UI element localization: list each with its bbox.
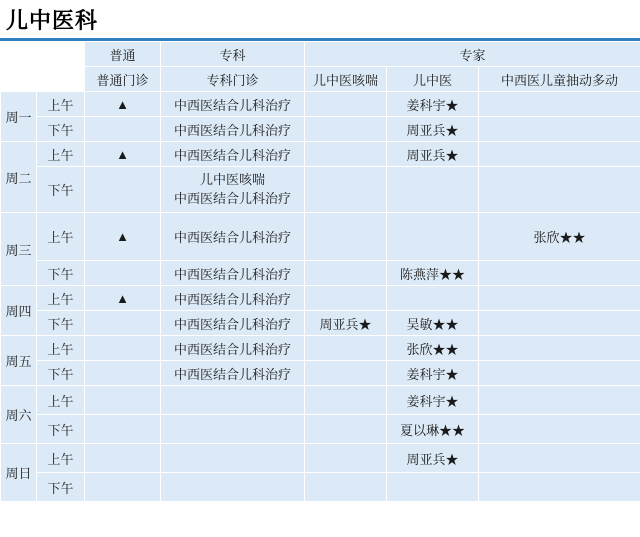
slot-label: 上午 — [37, 286, 85, 311]
schedule-cell: 姜科宇★ — [387, 386, 479, 415]
table-row — [1, 415, 640, 444]
group-header-zhuanjia: 专家 — [305, 42, 640, 67]
schedule-cell-empty — [85, 311, 161, 336]
schedule-cell-empty — [479, 415, 640, 444]
table-row — [1, 142, 640, 167]
schedule-cell-empty — [387, 167, 479, 213]
group-header-zhuanke: 专科 — [161, 42, 305, 67]
table-row — [1, 286, 640, 311]
schedule-cell-empty — [161, 444, 305, 473]
slot-label: 上午 — [37, 142, 85, 167]
schedule-cell: 中西医结合儿科治疗 — [161, 92, 305, 117]
schedule-cell-empty — [479, 473, 640, 502]
table-row — [1, 473, 640, 502]
day-label: 周一 — [1, 92, 37, 142]
schedule-cell: 张欣★★ — [387, 336, 479, 361]
schedule-cell-empty — [479, 92, 640, 117]
schedule-cell: ▲ — [85, 142, 161, 167]
schedule-cell: ▲ — [85, 286, 161, 311]
schedule-cell-empty — [85, 336, 161, 361]
schedule-cell: 张欣★★ — [479, 213, 640, 261]
schedule-cell: 中西医结合儿科治疗 — [161, 311, 305, 336]
group-header-putong: 普通 — [85, 42, 161, 67]
schedule-cell: 吴敏★★ — [387, 311, 479, 336]
header-corner — [1, 42, 85, 67]
schedule-cell-empty — [479, 286, 640, 311]
table-head — [1, 42, 640, 92]
slot-label: 上午 — [37, 336, 85, 361]
table-row — [1, 311, 640, 336]
schedule-cell: 中西医结合儿科治疗 — [161, 261, 305, 286]
schedule-cell-empty — [479, 167, 640, 213]
schedule-cell: 中西医结合儿科治疗 — [161, 213, 305, 261]
day-label: 周六 — [1, 386, 37, 444]
schedule-cell: 周亚兵★ — [387, 444, 479, 473]
schedule-cell: ▲ — [85, 213, 161, 261]
page-title: 儿中医科 — [6, 7, 99, 33]
schedule-cell: 中西医结合儿科治疗 — [161, 142, 305, 167]
schedule-cell-empty — [85, 117, 161, 142]
schedule-cell-empty — [161, 415, 305, 444]
schedule-cell: 陈燕萍★★ — [387, 261, 479, 286]
table-row — [1, 117, 640, 142]
day-label: 周三 — [1, 213, 37, 286]
schedule-cell: 周亚兵★ — [387, 117, 479, 142]
slot-label: 上午 — [37, 92, 85, 117]
schedule-cell-empty — [85, 444, 161, 473]
day-label: 周日 — [1, 444, 37, 502]
schedule-cell-empty — [85, 473, 161, 502]
schedule-cell-empty — [479, 311, 640, 336]
schedule-cell: 夏以琳★★ — [387, 415, 479, 444]
table-row — [1, 261, 640, 286]
col-header-choudongduodong: 中西医儿童抽动多动 — [479, 67, 640, 92]
day-label: 周四 — [1, 286, 37, 336]
col-header-erzhongyi: 儿中医 — [387, 67, 479, 92]
schedule-cell-empty — [85, 261, 161, 286]
schedule-cell-empty — [479, 261, 640, 286]
schedule-cell-empty — [479, 444, 640, 473]
slot-label: 下午 — [37, 311, 85, 336]
schedule-cell-empty — [305, 386, 387, 415]
page-title-bar — [0, 0, 640, 38]
schedule-cell: 儿中医咳喘 中西医结合儿科治疗 — [161, 167, 305, 213]
header-corner-2 — [1, 67, 85, 92]
schedule-cell: 周亚兵★ — [387, 142, 479, 167]
schedule-cell-empty — [305, 92, 387, 117]
table-row — [1, 386, 640, 415]
day-label: 周二 — [1, 142, 37, 213]
schedule-cell-empty — [305, 167, 387, 213]
table-row — [1, 92, 640, 117]
slot-label: 上午 — [37, 444, 85, 473]
slot-label: 下午 — [37, 473, 85, 502]
schedule-cell-empty — [305, 336, 387, 361]
schedule-cell-empty — [161, 386, 305, 415]
slot-label: 下午 — [37, 261, 85, 286]
schedule-cell-empty — [387, 473, 479, 502]
table-row — [1, 336, 640, 361]
table-row — [1, 444, 640, 473]
slot-label: 下午 — [37, 167, 85, 213]
sub-header-row — [1, 67, 640, 92]
schedule-cell-empty — [479, 142, 640, 167]
schedule-cell-empty — [479, 386, 640, 415]
table-row — [1, 213, 640, 261]
schedule-cell: 周亚兵★ — [305, 311, 387, 336]
schedule-cell-empty — [305, 213, 387, 261]
schedule-cell-empty — [387, 213, 479, 261]
schedule-cell-empty — [161, 473, 305, 502]
schedule-cell: ▲ — [85, 92, 161, 117]
schedule-cell-empty — [305, 117, 387, 142]
schedule-cell-empty — [305, 361, 387, 386]
outpatient-schedule-table — [0, 41, 640, 502]
slot-label: 下午 — [37, 415, 85, 444]
schedule-cell: 中西医结合儿科治疗 — [161, 117, 305, 142]
schedule-cell: 中西医结合儿科治疗 — [161, 286, 305, 311]
schedule-cell-empty — [85, 361, 161, 386]
slot-label: 下午 — [37, 117, 85, 142]
schedule-cell: 姜科宇★ — [387, 361, 479, 386]
schedule-cell-empty — [85, 386, 161, 415]
schedule-cell-empty — [85, 415, 161, 444]
slot-label: 上午 — [37, 213, 85, 261]
schedule-cell: 姜科宇★ — [387, 92, 479, 117]
schedule-cell-empty — [85, 167, 161, 213]
schedule-cell: 中西医结合儿科治疗 — [161, 336, 305, 361]
schedule-cell-empty — [305, 415, 387, 444]
schedule-cell: 中西医结合儿科治疗 — [161, 361, 305, 386]
table-body — [1, 92, 640, 502]
schedule-cell-empty — [479, 336, 640, 361]
schedule-cell-empty — [387, 286, 479, 311]
table-row — [1, 361, 640, 386]
table-row — [1, 167, 640, 213]
slot-label: 上午 — [37, 386, 85, 415]
col-header-putongmenzhen: 普通门诊 — [85, 67, 161, 92]
schedule-cell-empty — [305, 261, 387, 286]
col-header-zhuankemenzhen: 专科门诊 — [161, 67, 305, 92]
group-header-row — [1, 42, 640, 67]
schedule-cell-empty — [479, 117, 640, 142]
schedule-cell-empty — [305, 444, 387, 473]
schedule-cell-empty — [305, 473, 387, 502]
day-label: 周五 — [1, 336, 37, 386]
schedule-cell-empty — [305, 286, 387, 311]
slot-label: 下午 — [37, 361, 85, 386]
schedule-cell-empty — [479, 361, 640, 386]
schedule-cell-empty — [305, 142, 387, 167]
col-header-erzhongyikechuan: 儿中医咳喘 — [305, 67, 387, 92]
